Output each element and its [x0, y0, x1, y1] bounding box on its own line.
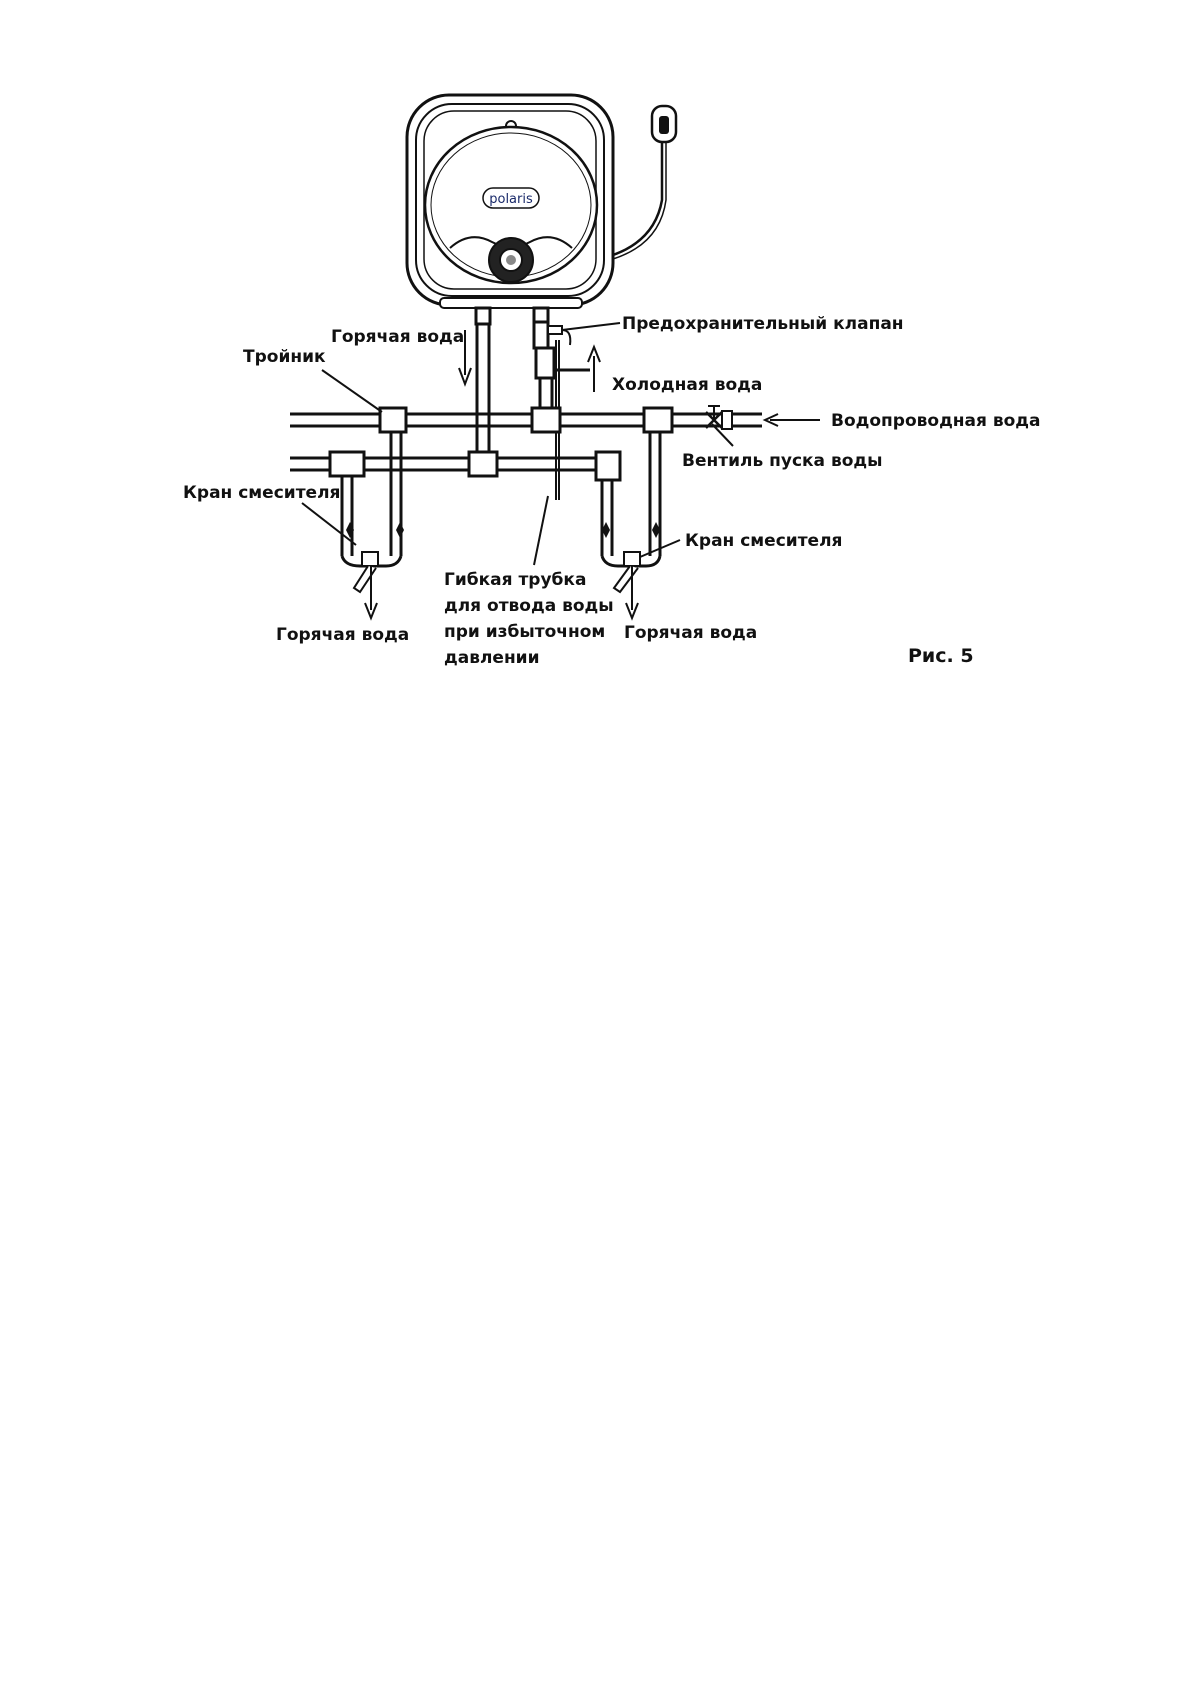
- label-hot-water-right: Горячая вода: [624, 623, 758, 643]
- flow-arrows: [365, 330, 820, 618]
- power-cord: [613, 106, 676, 259]
- label-drain-line1: Гибкая трубка: [444, 570, 587, 590]
- leader-lines: [302, 323, 733, 565]
- figure-caption: Рис. 5: [908, 645, 974, 667]
- label-hot-water-left: Горячая вода: [276, 625, 410, 645]
- label-hot-water-top: Горячая вода: [331, 327, 465, 347]
- arrow-left-icon: [765, 414, 820, 426]
- label-mains-water: Водопроводная вода: [831, 411, 1041, 431]
- shutoff-valve-icon: [706, 406, 732, 429]
- label-drain-line2: для отвода воды: [444, 596, 614, 616]
- water-heater: [407, 95, 613, 308]
- arrow-down-icon: [365, 600, 377, 618]
- hot-water-line: [290, 452, 620, 480]
- label-tee: Тройник: [243, 347, 326, 367]
- label-mixer-right: Кран смесителя: [685, 531, 843, 551]
- label-cold-water: Холодная вода: [612, 375, 763, 395]
- label-drain-line3: при избыточном: [444, 622, 606, 642]
- label-mixer-left: Кран смесителя: [183, 483, 341, 503]
- brand-text: polaris: [489, 192, 533, 207]
- brand-logo: [483, 188, 539, 208]
- thermostat-knob: [489, 238, 533, 282]
- plug-icon: [652, 106, 676, 142]
- arrow-down-icon: [626, 600, 638, 618]
- label-shutoff-valve: Вентиль пуска воды: [682, 451, 883, 471]
- tee-fitting-left: [380, 408, 406, 432]
- label-drain-line4: давлении: [444, 648, 540, 668]
- label-safety-valve: Предохранительный клапан: [622, 314, 904, 334]
- cold-water-line: [290, 406, 762, 432]
